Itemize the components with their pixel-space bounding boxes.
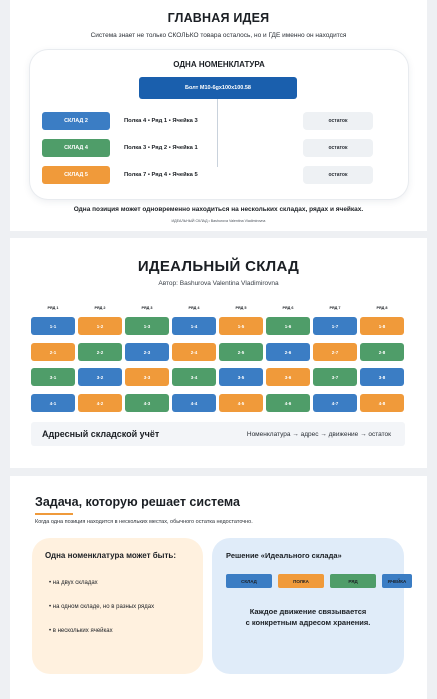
storage-cell: 1-5 (219, 317, 263, 335)
storage-cell: 2-6 (266, 343, 310, 361)
storage-cell: 4-3 (125, 394, 169, 412)
slide-footer: ИДЕАЛЬНЫЙ СКЛАД • Bashurova Valentina Vladimirovna (171, 219, 266, 223)
row-header: РЯД 1 (47, 306, 59, 310)
bullet-item: • в нескольких ячейках (49, 628, 113, 634)
warehouse-badge: СКЛАД 2 (42, 112, 110, 130)
storage-cell: 3-8 (360, 368, 404, 386)
slide-title: ИДЕАЛЬНЫЙ СКЛАД (137, 258, 300, 275)
storage-cell: 3-4 (172, 368, 216, 386)
address-chip: РЯД (330, 574, 376, 588)
storage-cell: 2-2 (78, 343, 122, 361)
remainder-badge: остаток (303, 139, 373, 157)
storage-cell: 2-3 (125, 343, 169, 361)
title-underline (35, 513, 73, 515)
slide-title: ГЛАВНАЯ ИДЕЯ (167, 11, 270, 25)
address-flow: Номенклатура → адрес → движение → остаток (246, 430, 391, 438)
remainder-badge: остаток (303, 166, 373, 184)
row-header: РЯД 3 (141, 306, 153, 310)
storage-cell: 1-8 (360, 317, 404, 335)
row-header: РЯД 4 (188, 306, 200, 310)
storage-cell: 4-5 (219, 394, 263, 412)
storage-cell: 2-5 (219, 343, 263, 361)
address-panel (31, 422, 405, 446)
storage-cell: 2-7 (313, 343, 357, 361)
item-name-bar: Болт M10-6gx100x100.58 (139, 77, 297, 99)
problem-card-title: Одна номенклатура может быть: (45, 551, 176, 560)
storage-cell: 4-2 (78, 394, 122, 412)
row-header: РЯД 6 (282, 306, 294, 310)
address-label: Адресный складской учёт (42, 429, 160, 439)
slide-main-idea (10, 0, 427, 231)
storage-cell: 4-7 (313, 394, 357, 412)
storage-cell: 3-6 (266, 368, 310, 386)
storage-cell: 4-8 (360, 394, 404, 412)
address-chip: ПОЛКА (278, 574, 324, 588)
storage-cell: 1-3 (125, 317, 169, 335)
solution-card-title: Решение «Идеального склада» (226, 551, 342, 560)
slide-subtitle: Система знает не только СКОЛЬКО товара осталось, но и ГДЕ именно он находится (90, 32, 347, 39)
connector-line (217, 99, 218, 167)
warehouse-location: Полка 7 • Ряд 4 • Ячейка 5 (124, 172, 198, 178)
storage-cell: 1-1 (31, 317, 75, 335)
storage-cell: 3-5 (219, 368, 263, 386)
slide-note: Одна позиция может одновременно находиться на нескольких складах, рядах и ячейках. (73, 206, 364, 213)
address-chip: ЯЧЕЙКА (382, 574, 412, 588)
solution-text (212, 606, 404, 628)
bullet-item: • на одном складе, но в разных рядах (49, 604, 155, 610)
storage-cell: 2-8 (360, 343, 404, 361)
warehouse-location: Полка 4 • Ряд 1 • Ячейка 3 (124, 118, 198, 124)
storage-cell: 4-4 (172, 394, 216, 412)
warehouse-location: Полка 3 • Ряд 2 • Ячейка 1 (124, 145, 198, 151)
nomenclature-card (30, 50, 408, 199)
row-header: РЯД 2 (94, 306, 106, 310)
storage-cell: 1-6 (266, 317, 310, 335)
slide-title: Задача, которую решает система (35, 495, 240, 509)
storage-cell: 1-7 (313, 317, 357, 335)
solution-text-line: с конкретным адресом хранения. (245, 618, 371, 627)
row-header: РЯД 7 (329, 306, 341, 310)
card-title: ОДНА НОМЕНКЛАТУРА (173, 60, 265, 69)
solution-text-line: Каждое движение связывается (249, 607, 367, 616)
row-header: РЯД 8 (376, 306, 388, 310)
storage-cell: 2-4 (172, 343, 216, 361)
problem-card (32, 538, 203, 674)
bullet-item: • на двух складах (49, 580, 98, 586)
storage-cell: 1-2 (78, 317, 122, 335)
storage-cell: 4-1 (31, 394, 75, 412)
storage-cell: 2-1 (31, 343, 75, 361)
storage-cell: 3-7 (313, 368, 357, 386)
warehouse-badge: СКЛАД 4 (42, 139, 110, 157)
storage-cell: 3-1 (31, 368, 75, 386)
storage-cell: 3-2 (78, 368, 122, 386)
warehouse-badge: СКЛАД 5 (42, 166, 110, 184)
slide-subtitle: Когда одна позиция находится в нескольких местах, обычного остатка недостаточно. (35, 519, 253, 525)
address-chip: СКЛАД (226, 574, 272, 588)
solution-card (212, 538, 407, 674)
slide-ideal-warehouse (10, 238, 427, 468)
remainder-badge: остаток (303, 112, 373, 130)
storage-cell: 3-3 (125, 368, 169, 386)
row-header: РЯД 5 (235, 306, 247, 310)
slide-author: Автор: Bashurova Valentina Vladimirovna (158, 280, 279, 287)
slide-task (10, 476, 427, 699)
storage-cell: 4-6 (266, 394, 310, 412)
storage-cell: 1-4 (172, 317, 216, 335)
